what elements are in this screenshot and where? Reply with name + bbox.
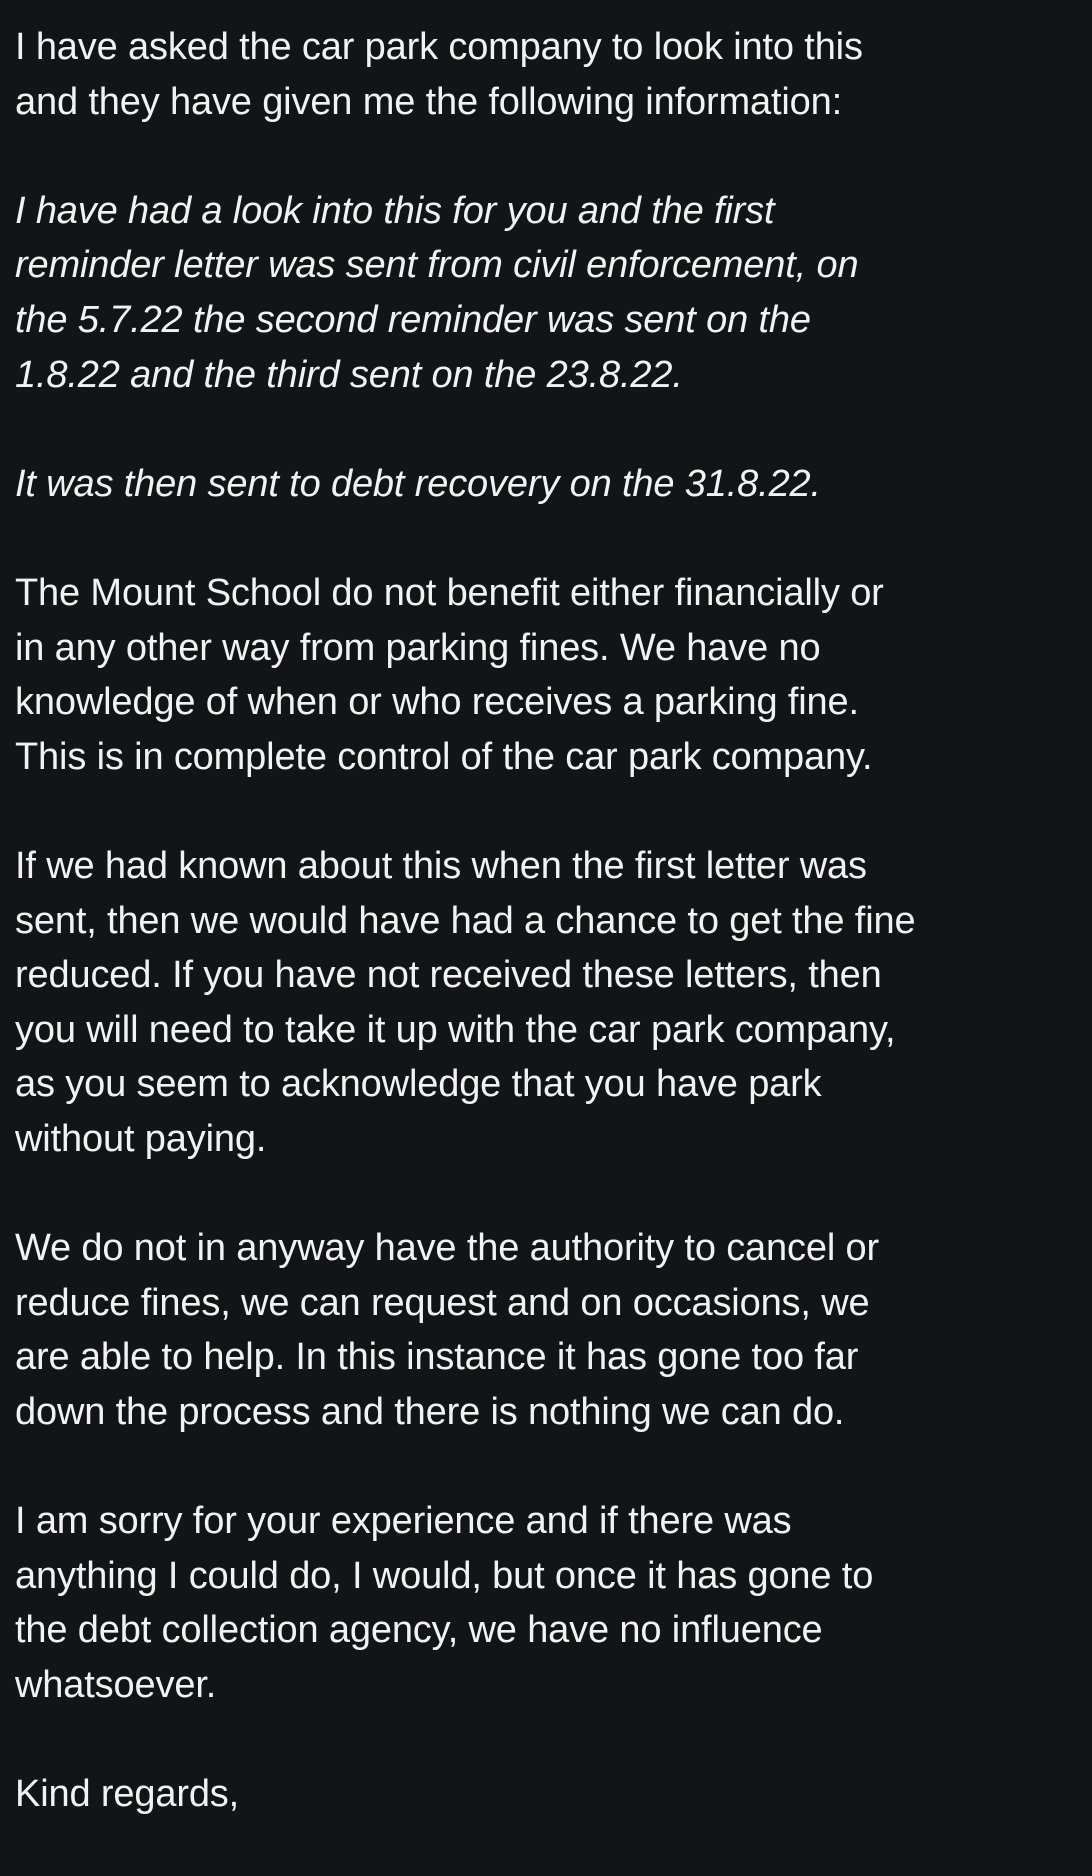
intro-paragraph: I have asked the car park company to look into this and they have given me the following information:: [15, 26, 863, 123]
email-body: [15, 20, 1085, 1876]
authority-paragraph: We do not in anyway have the authority to cancel or reduce fines, we can request and on occasions, we are able to help. In this instance it has gone too far down the process and there is nothing we can do.: [15, 1227, 880, 1433]
apology-paragraph: I am sorry for your experience and if there was anything I could do, I would, but once it has gone to the debt collection agency, we have no influence whatsoever.: [15, 1500, 874, 1706]
sign-off: Kind regards,: [15, 1773, 240, 1815]
quoted-debt-recovery-paragraph: It was then sent to debt recovery on the 31.8.22.: [15, 462, 821, 505]
quoted-reminder-paragraph: I have had a look into this for you and the first reminder letter was sent from civil enforcement, on the 5.7.22 the second reminder was sent on the 1.8.22 and the third sent on the 23.8.22.: [15, 189, 859, 396]
first-letter-paragraph: If we had known about this when the first letter was sent, then we would have had a chance to get the fine reduced. If you have not received these letters, then you will need to take it up with the car park company, as you seem to acknowledge that you have park without paying.: [15, 844, 916, 1160]
school-benefit-paragraph: The Mount School do not benefit either financially or in any other way from parking fines. We have no knowledge of when or who receives a parking fine. This is in complete control of the car park company.: [15, 571, 884, 778]
